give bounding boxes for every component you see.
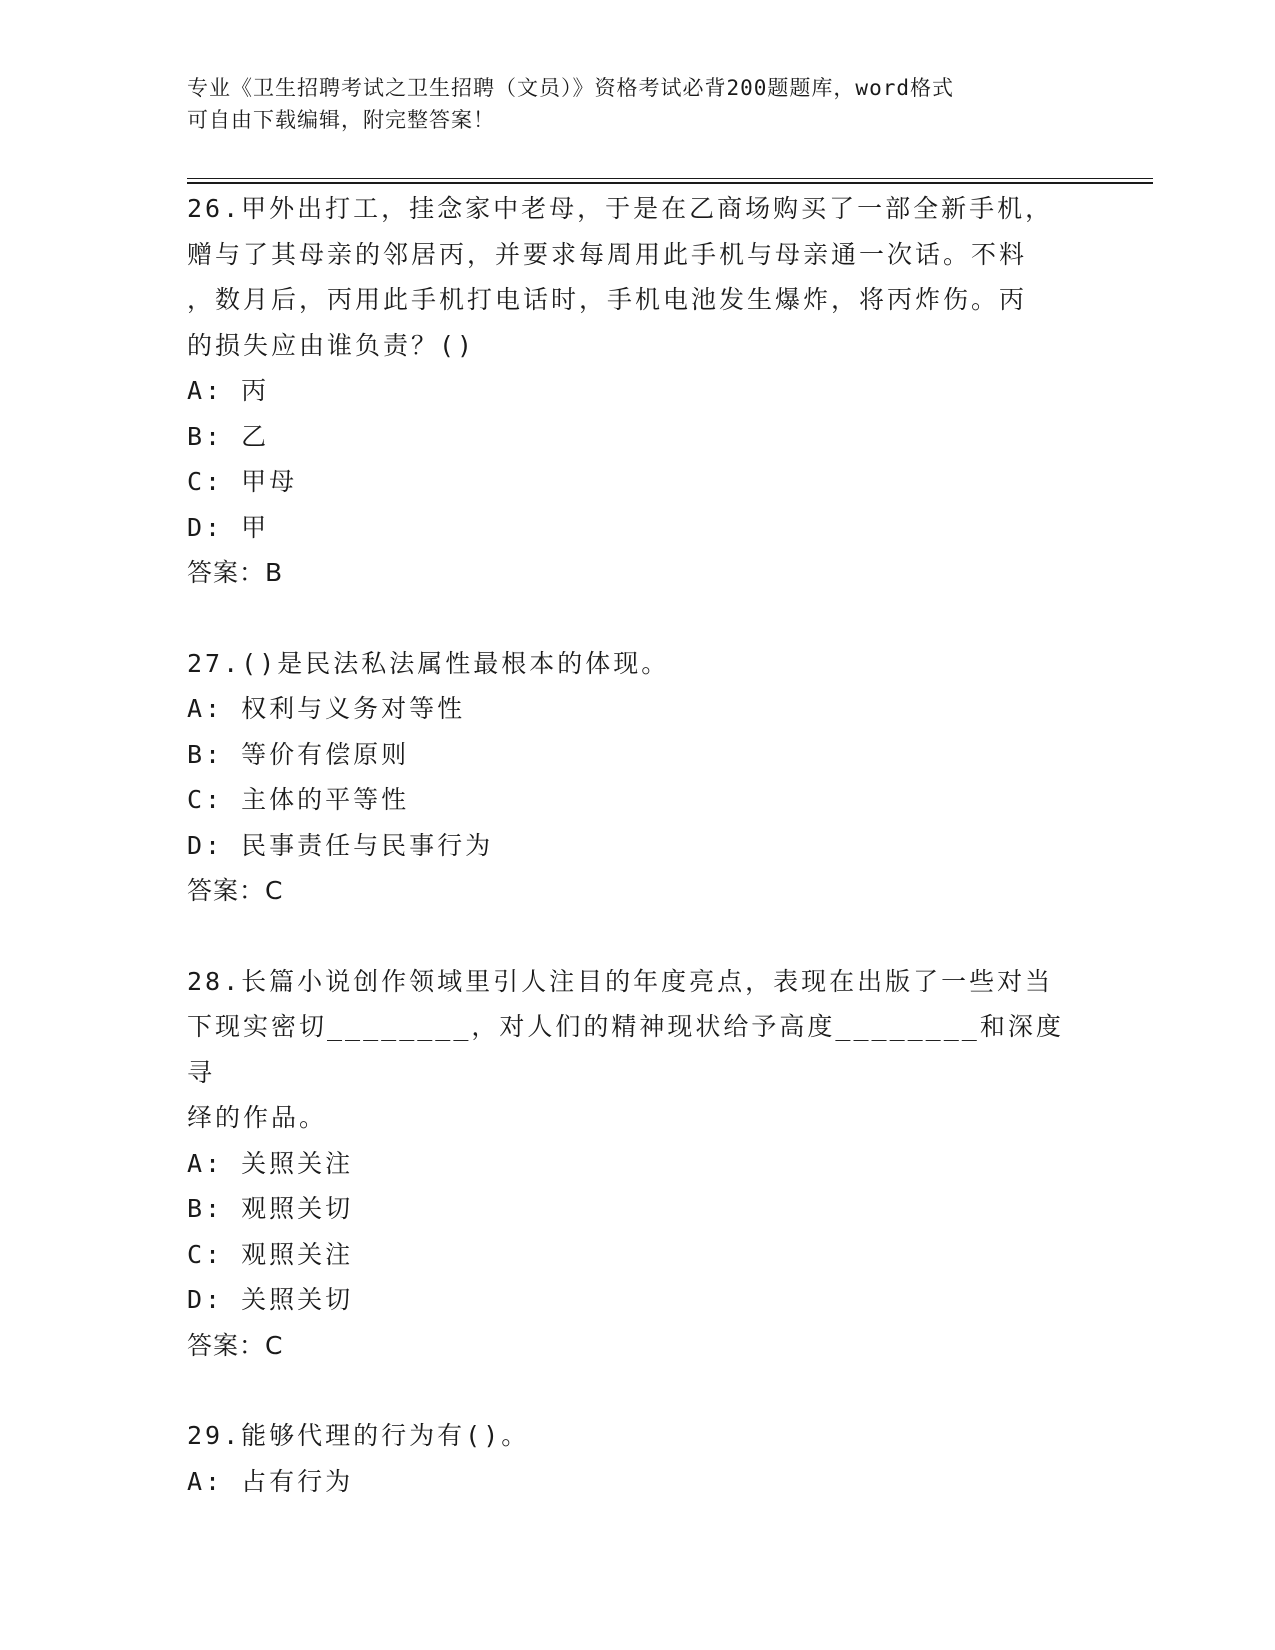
header-divider-thin — [187, 178, 1153, 179]
question-stem — [187, 959, 1067, 1141]
stem-line: 28.长篇小说创作领域里引人注目的年度亮点，表现在出版了一些对当 — [187, 966, 1054, 996]
option-c: C: 主体的平等性 — [187, 785, 410, 814]
document-header — [187, 72, 1087, 136]
option-a: A: 关照关注 — [187, 1148, 354, 1178]
stem-line: 赠与了其母亲的邻居丙，并要求每周用此手机与母亲通一次话。不料 — [187, 239, 1028, 269]
stem-line: 27.()是民法私法属性最根本的体现。 — [187, 648, 670, 678]
question-stem — [187, 186, 1067, 368]
option-a: A: 丙 — [187, 376, 270, 405]
header-divider-thick — [187, 182, 1153, 184]
question-29 — [187, 1413, 1067, 1504]
option-a: A: 权利与义务对等性 — [187, 694, 466, 723]
header-title-line-1: 专业《卫生招聘考试之卫生招聘（文员）》资格考试必背200题题库，word格式 — [187, 76, 954, 100]
option-d: D: 甲 — [187, 512, 270, 542]
option-a: A: 占有行为 — [187, 1466, 354, 1496]
answer-line: 答案：C — [187, 876, 284, 905]
option-c: C: 观照关注 — [187, 1239, 354, 1269]
stem-line: 绎的作品。 — [187, 1103, 328, 1132]
question-27 — [187, 641, 1067, 914]
stem-line: 下现实密切________，对人们的精神现状给予高度________和深度寻 — [187, 1012, 1064, 1087]
question-26 — [187, 186, 1067, 596]
header-title-line-2: 可自由下载编辑，附完整答案！ — [187, 108, 495, 132]
stem-line: 的损失应由谁负责？() — [187, 330, 476, 360]
option-b: B: 等价有偿原则 — [187, 739, 410, 769]
option-d: D: 关照关切 — [187, 1285, 354, 1314]
question-28 — [187, 959, 1067, 1369]
question-list — [187, 186, 1067, 1549]
option-d: D: 民事责任与民事行为 — [187, 830, 494, 860]
stem-line: ，数月后，丙用此手机打电话时，手机电池发生爆炸，将丙炸伤。丙 — [187, 285, 1028, 314]
answer-line: 答案：B — [187, 558, 284, 587]
stem-line: 26.甲外出打工，挂念家中老母，于是在乙商场购买了一部全新手机， — [187, 194, 1054, 223]
option-b: B: 观照关切 — [187, 1194, 354, 1223]
question-stem — [187, 1413, 1067, 1459]
option-b: B: 乙 — [187, 421, 270, 451]
stem-line: 29.能够代理的行为有()。 — [187, 1421, 530, 1450]
question-stem — [187, 641, 1067, 687]
option-c: C: 甲母 — [187, 467, 298, 496]
answer-line: 答案：C — [187, 1330, 284, 1360]
